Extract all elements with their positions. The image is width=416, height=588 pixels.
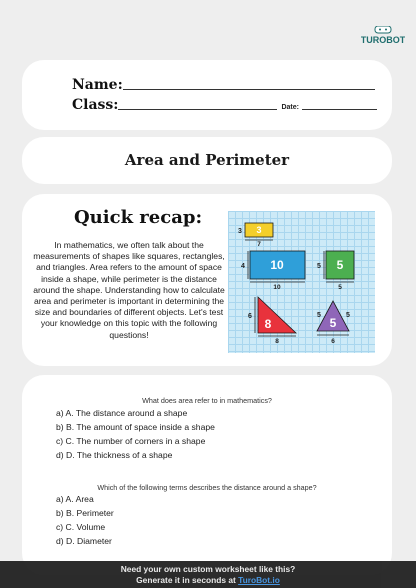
promo-footer bbox=[0, 561, 416, 588]
small-rectangle bbox=[238, 223, 273, 248]
wide-rectangle bbox=[241, 251, 305, 291]
name-field bbox=[72, 77, 375, 93]
recap-heading: Quick recap: bbox=[74, 207, 203, 228]
square-width-label: 5 bbox=[338, 284, 342, 291]
date-label: Date: bbox=[281, 104, 299, 111]
red-triangle bbox=[248, 297, 296, 345]
small-rect-area-label: 3 bbox=[256, 225, 262, 235]
small-rect-height-label: 3 bbox=[238, 228, 242, 235]
footer-line-2 bbox=[0, 575, 416, 586]
name-label: Name: bbox=[72, 77, 123, 93]
class-field bbox=[72, 97, 377, 113]
question-2-option-d[interactable]: d) D. Diameter bbox=[56, 536, 112, 546]
question-2-text: Which of the following terms describes the distance around a shape? bbox=[97, 483, 317, 492]
footer-line-2-text: Generate it in seconds at bbox=[136, 575, 239, 585]
purple-triangle-area-label: 5 bbox=[329, 316, 337, 330]
class-label: Class: bbox=[72, 97, 119, 113]
red-triangle-area-label: 8 bbox=[264, 317, 272, 331]
green-square bbox=[317, 251, 354, 291]
wide-rect-height-label: 4 bbox=[241, 263, 245, 270]
wide-rect-area-label: 10 bbox=[270, 258, 284, 272]
purple-triangle-left-label: 5 bbox=[317, 312, 321, 319]
logo-text: TUROBOT bbox=[361, 35, 405, 45]
class-blank-line[interactable] bbox=[118, 109, 277, 110]
red-triangle-base-label: 8 bbox=[275, 338, 279, 345]
question-1-option-a[interactable]: a) A. The distance around a shape bbox=[56, 408, 188, 418]
student-info-card bbox=[22, 60, 392, 130]
question-1-option-c[interactable]: c) C. The number of corners in a shape bbox=[56, 436, 206, 446]
date-blank-line[interactable] bbox=[302, 109, 377, 110]
turobot-logo bbox=[361, 26, 405, 48]
purple-triangle-base-label: 6 bbox=[331, 338, 335, 345]
square-area-label: 5 bbox=[336, 258, 344, 272]
small-rect-width-label: 7 bbox=[257, 241, 261, 248]
page-title: Area and Perimeter bbox=[124, 151, 290, 169]
question-2-option-b[interactable]: b) B. Perimeter bbox=[56, 508, 114, 518]
questions-card bbox=[22, 375, 392, 575]
question-1-option-d[interactable]: d) D. The thickness of a shape bbox=[56, 450, 173, 460]
question-2-option-a[interactable]: a) A. Area bbox=[56, 494, 94, 504]
shapes-illustration bbox=[228, 211, 375, 353]
square-height-label: 5 bbox=[317, 263, 321, 270]
name-blank-line[interactable] bbox=[123, 89, 375, 90]
question-1-option-b[interactable]: b) B. The amount of space inside a shape bbox=[56, 422, 215, 432]
title-card bbox=[22, 137, 392, 184]
turobot-link[interactable]: TuroBot.io bbox=[238, 575, 280, 585]
red-triangle-height-label: 6 bbox=[248, 313, 252, 320]
purple-triangle-right-label: 5 bbox=[346, 312, 350, 319]
wide-rect-width-label: 10 bbox=[273, 284, 281, 291]
question-2-option-c[interactable]: c) C. Volume bbox=[56, 522, 106, 532]
purple-triangle bbox=[317, 301, 350, 345]
question-1-text: What does area refer to in mathematics? bbox=[142, 396, 272, 405]
footer-line-1: Need your own custom worksheet like this? bbox=[120, 564, 296, 574]
recap-card bbox=[22, 194, 392, 366]
recap-text: In mathematics, we often talk about the measurements of shapes like squares, rectangles, and triangles. Area refers to the amount of space inside a shape, while perimeter is the distance around the shape. Understanding how to calculate area and perimeter is important in determining the size and boundaries of different objects. Let's test your knowledge on this topic with the following questions! bbox=[33, 240, 225, 340]
